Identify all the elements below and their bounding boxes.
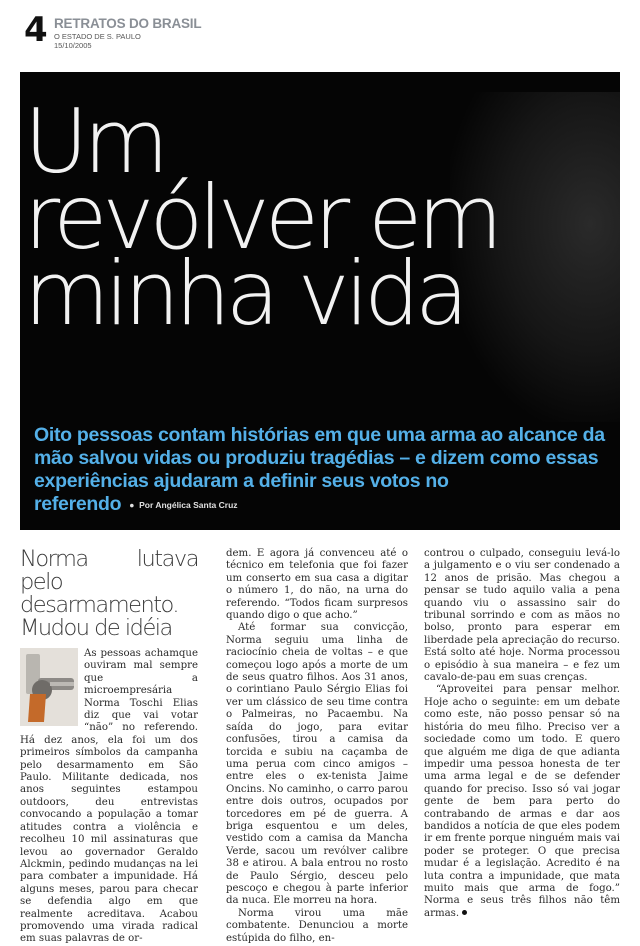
byline-author: Por Angélica Santa Cruz [139,500,238,510]
article-column-1 [20,548,198,946]
issue-date: 15/10/2005 [54,41,92,50]
revolver-photo [20,648,78,726]
headline-line: revólver em [24,166,498,269]
headline [24,90,498,345]
newspaper-name: O ESTADO DE S. PAULO [54,32,141,41]
headline-line: Um [24,90,165,193]
article-paragraph: Norma virou uma mãe combatente. Denunciou a morte estúpida do filho, en- [226,907,408,944]
article-paragraph: Até formar sua convicção, Norma seguiu uma linha de raciocínio cheia de voltas – e que começou logo após a morte de um de seus quatro filhos. Aos 31 anos, o corintiano Paulo Sérgio Elias foi ver um clássico de seu time contra o Palmeiras, no Pacaembu. Na saída do jogo, para evitar confusões, tirou a camisa da torcida e subiu na caçamba de uma perua com cinco amigos – entre eles o ex-tenista Jaime Oncins. No caminho, o carro parou entre dois outros, ocupados por torcedores em pé de guerra. A briga esquentou e um deles, vestido com a camisa da Mancha Verde, sacou um revólver calibre 38 e atirou. A bala entrou no rosto de Paulo Sérgio, desceu pelo pescoço e chegou à parte inferior da nuca. Ele morreu na hora. [226,622,408,907]
article-column-3 [424,548,620,920]
article-paragraph-text: “Aproveitei para pensar melhor. Hoje acho o seguinte: em um debate como este, não posso pensar só na história do meu filho. Preciso ver a sociedade como um todo. E quero que alguém me diga de que adianta impedir uma pessoa honesta de ter uma arma legal e de se defender quando for preciso. Isso só vai jogar gente de bem para perto do contrabando de armas e dar aos bandidos a notícia de que eles podem ir em frente porque ninguém mais vai poder se proteger. O que precisa mudar é a legislação. Acredito é na luta contra a impunidade, que mata muito mais que arma de fogo.” Norma e seus três filhos não têm armas. [424,684,620,919]
headline-line: minha vida [24,242,464,345]
deck-text: Oito pessoas contam histórias em que uma arma ao alcance da mão salvou vidas ou produziu tragédias – e dizem como essas experiências ajudaram a definir seus votos no referendo [34,424,605,515]
subheadline: Norma lutava pelo desarmamento. Mudou de idéia [20,546,198,641]
masthead [24,10,624,50]
hero-banner [20,72,620,530]
section-title: RETRATOS DO BRASIL [54,16,202,31]
article-paragraph: dem. E agora já convenceu até o técnico em telefonia que foi fazer um conserto em sua casa a digitar o número 1, do não, na urna do referendo. “Todos ficam surpresos quando digo o que acho.” [226,548,408,622]
byline: ● Por Angélica Santa Cruz [129,500,238,510]
article-paragraph: controu o culpado, conseguiu levá-lo a julgamento e o viu ser condenado a 12 anos de prisão. Mas chegou a pensar se tudo aquilo valia a pena quando viu o assassino sair do tribunal sorrindo e com as mãos no bolso, pronto para esperar em liberdade pela apreciação do recurso. Está solto até hoje. Norma processou o episódio à sua maneira – e fez um cavalo-de-pau em suas crenças. [424,548,620,684]
page-number: 4 [24,10,48,50]
article-paragraph [424,684,620,920]
deck [34,424,614,517]
article-paragraph: As pessoas achamque ouviram mal sempre que a microempresária Norma Toschi Elias diz que vai votar “não” no referendo. Há dez anos, ela foi um dos primeiros símbolos da campanha pelo desarmamento em São Paulo. Militante dedicada, nos anos seguintes estampou outdoors, deu entrevistas convocando a população a tomar atitudes contra a violência e recolheu 10 mil assinaturas que levou ao governador Geraldo Alckmin, pedindo mudanças na lei para combater a impunidade. Há alguns meses, parou para checar se defendia algo em que realmente acreditava. Acabou promovendo uma virada radical em suas palavras de or- [20,648,198,945]
revolver-icon [20,648,78,726]
article-column-2 [226,548,408,945]
end-mark-icon [462,910,467,915]
